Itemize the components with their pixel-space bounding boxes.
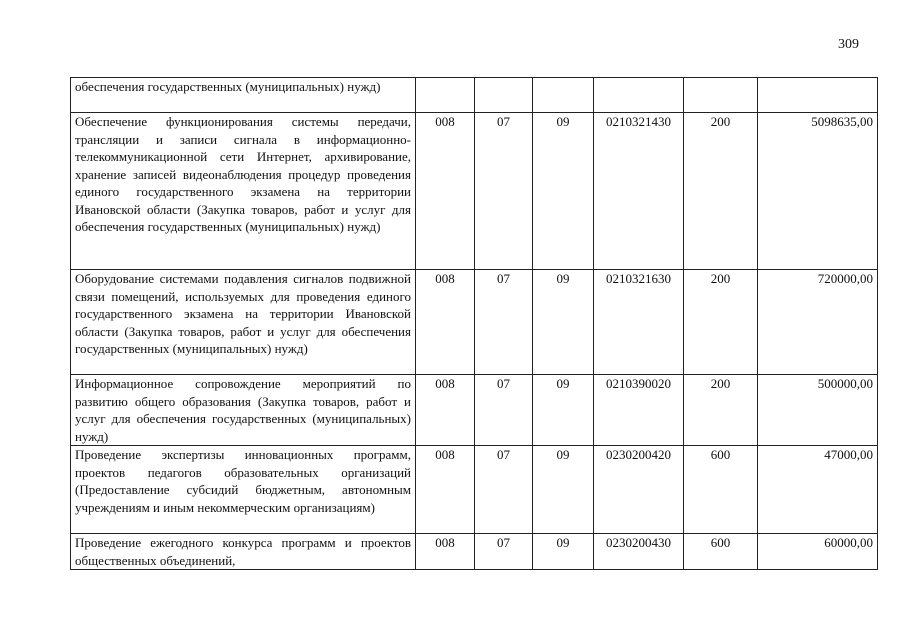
expense-type-cell — [684, 78, 758, 113]
section-code-cell: 07 — [475, 270, 533, 375]
table-row — [71, 78, 878, 113]
target-code-cell: 0210321630 — [594, 270, 684, 375]
ministry-code-cell: 008 — [416, 113, 475, 270]
subsection-code-cell: 09 — [533, 375, 594, 446]
section-code-cell: 07 — [475, 113, 533, 270]
ministry-code-cell — [416, 78, 475, 113]
section-code-cell: 07 — [475, 375, 533, 446]
amount-cell: 47000,00 — [758, 446, 878, 534]
page-number: 309 — [838, 37, 859, 52]
row-name-cell: Проведение ежегодного конкурса программ и проектов общественных объединений, — [71, 534, 416, 570]
table-row — [71, 375, 878, 446]
amount-cell: 60000,00 — [758, 534, 878, 570]
ministry-code-cell: 008 — [416, 375, 475, 446]
row-name-cell: Проведение экспертизы инновационных программ, проектов педагогов образовательных организаций (Предоставление субсидий бюджетным, автономным учреждениям и иным некоммерческим организациям) — [71, 446, 416, 534]
row-name-cell: Информационное сопровождение мероприятий по развитию общего образования (Закупка товаров, работ и услуг для обеспечения государственных (муниципальных) нужд) — [71, 375, 416, 446]
table-row — [71, 446, 878, 534]
ministry-code-cell: 008 — [416, 446, 475, 534]
subsection-code-cell: 09 — [533, 534, 594, 570]
table-row — [71, 113, 878, 270]
ministry-code-cell: 008 — [416, 534, 475, 570]
subsection-code-cell — [533, 78, 594, 113]
expense-type-cell: 600 — [684, 534, 758, 570]
budget-table — [70, 77, 878, 570]
target-code-cell: 0210390020 — [594, 375, 684, 446]
expense-type-cell: 200 — [684, 113, 758, 270]
subsection-code-cell: 09 — [533, 446, 594, 534]
target-code-cell — [594, 78, 684, 113]
section-code-cell: 07 — [475, 534, 533, 570]
amount-cell: 5098635,00 — [758, 113, 878, 270]
table-row — [71, 270, 878, 375]
ministry-code-cell: 008 — [416, 270, 475, 375]
row-name-cell: Обеспечение функционирования системы передачи, трансляции и записи сигнала в информационно-телекоммуникационной сети Интернет, архивирование, хранение записей видеонаблюдения процедур проведения единого государственного экзамена на территории Ивановской области (Закупка товаров, работ и услуг для обеспечения государственных (муниципальных) нужд) — [71, 113, 416, 270]
subsection-code-cell: 09 — [533, 113, 594, 270]
amount-cell: 500000,00 — [758, 375, 878, 446]
section-code-cell — [475, 78, 533, 113]
table-row — [71, 534, 878, 570]
expense-type-cell: 200 — [684, 270, 758, 375]
expense-type-cell: 200 — [684, 375, 758, 446]
amount-cell — [758, 78, 878, 113]
target-code-cell: 0230200430 — [594, 534, 684, 570]
subsection-code-cell: 09 — [533, 270, 594, 375]
target-code-cell: 0210321430 — [594, 113, 684, 270]
expense-type-cell: 600 — [684, 446, 758, 534]
amount-cell: 720000,00 — [758, 270, 878, 375]
section-code-cell: 07 — [475, 446, 533, 534]
row-name-cell: обеспечения государственных (муниципальных) нужд) — [71, 78, 416, 113]
row-name-cell: Оборудование системами подавления сигналов подвижной связи помещений, используемых для проведения единого государственного экзамена на территории Ивановской области (Закупка товаров, работ и услуг для обеспечения государственных (муниципальных) нужд) — [71, 270, 416, 375]
target-code-cell: 0230200420 — [594, 446, 684, 534]
